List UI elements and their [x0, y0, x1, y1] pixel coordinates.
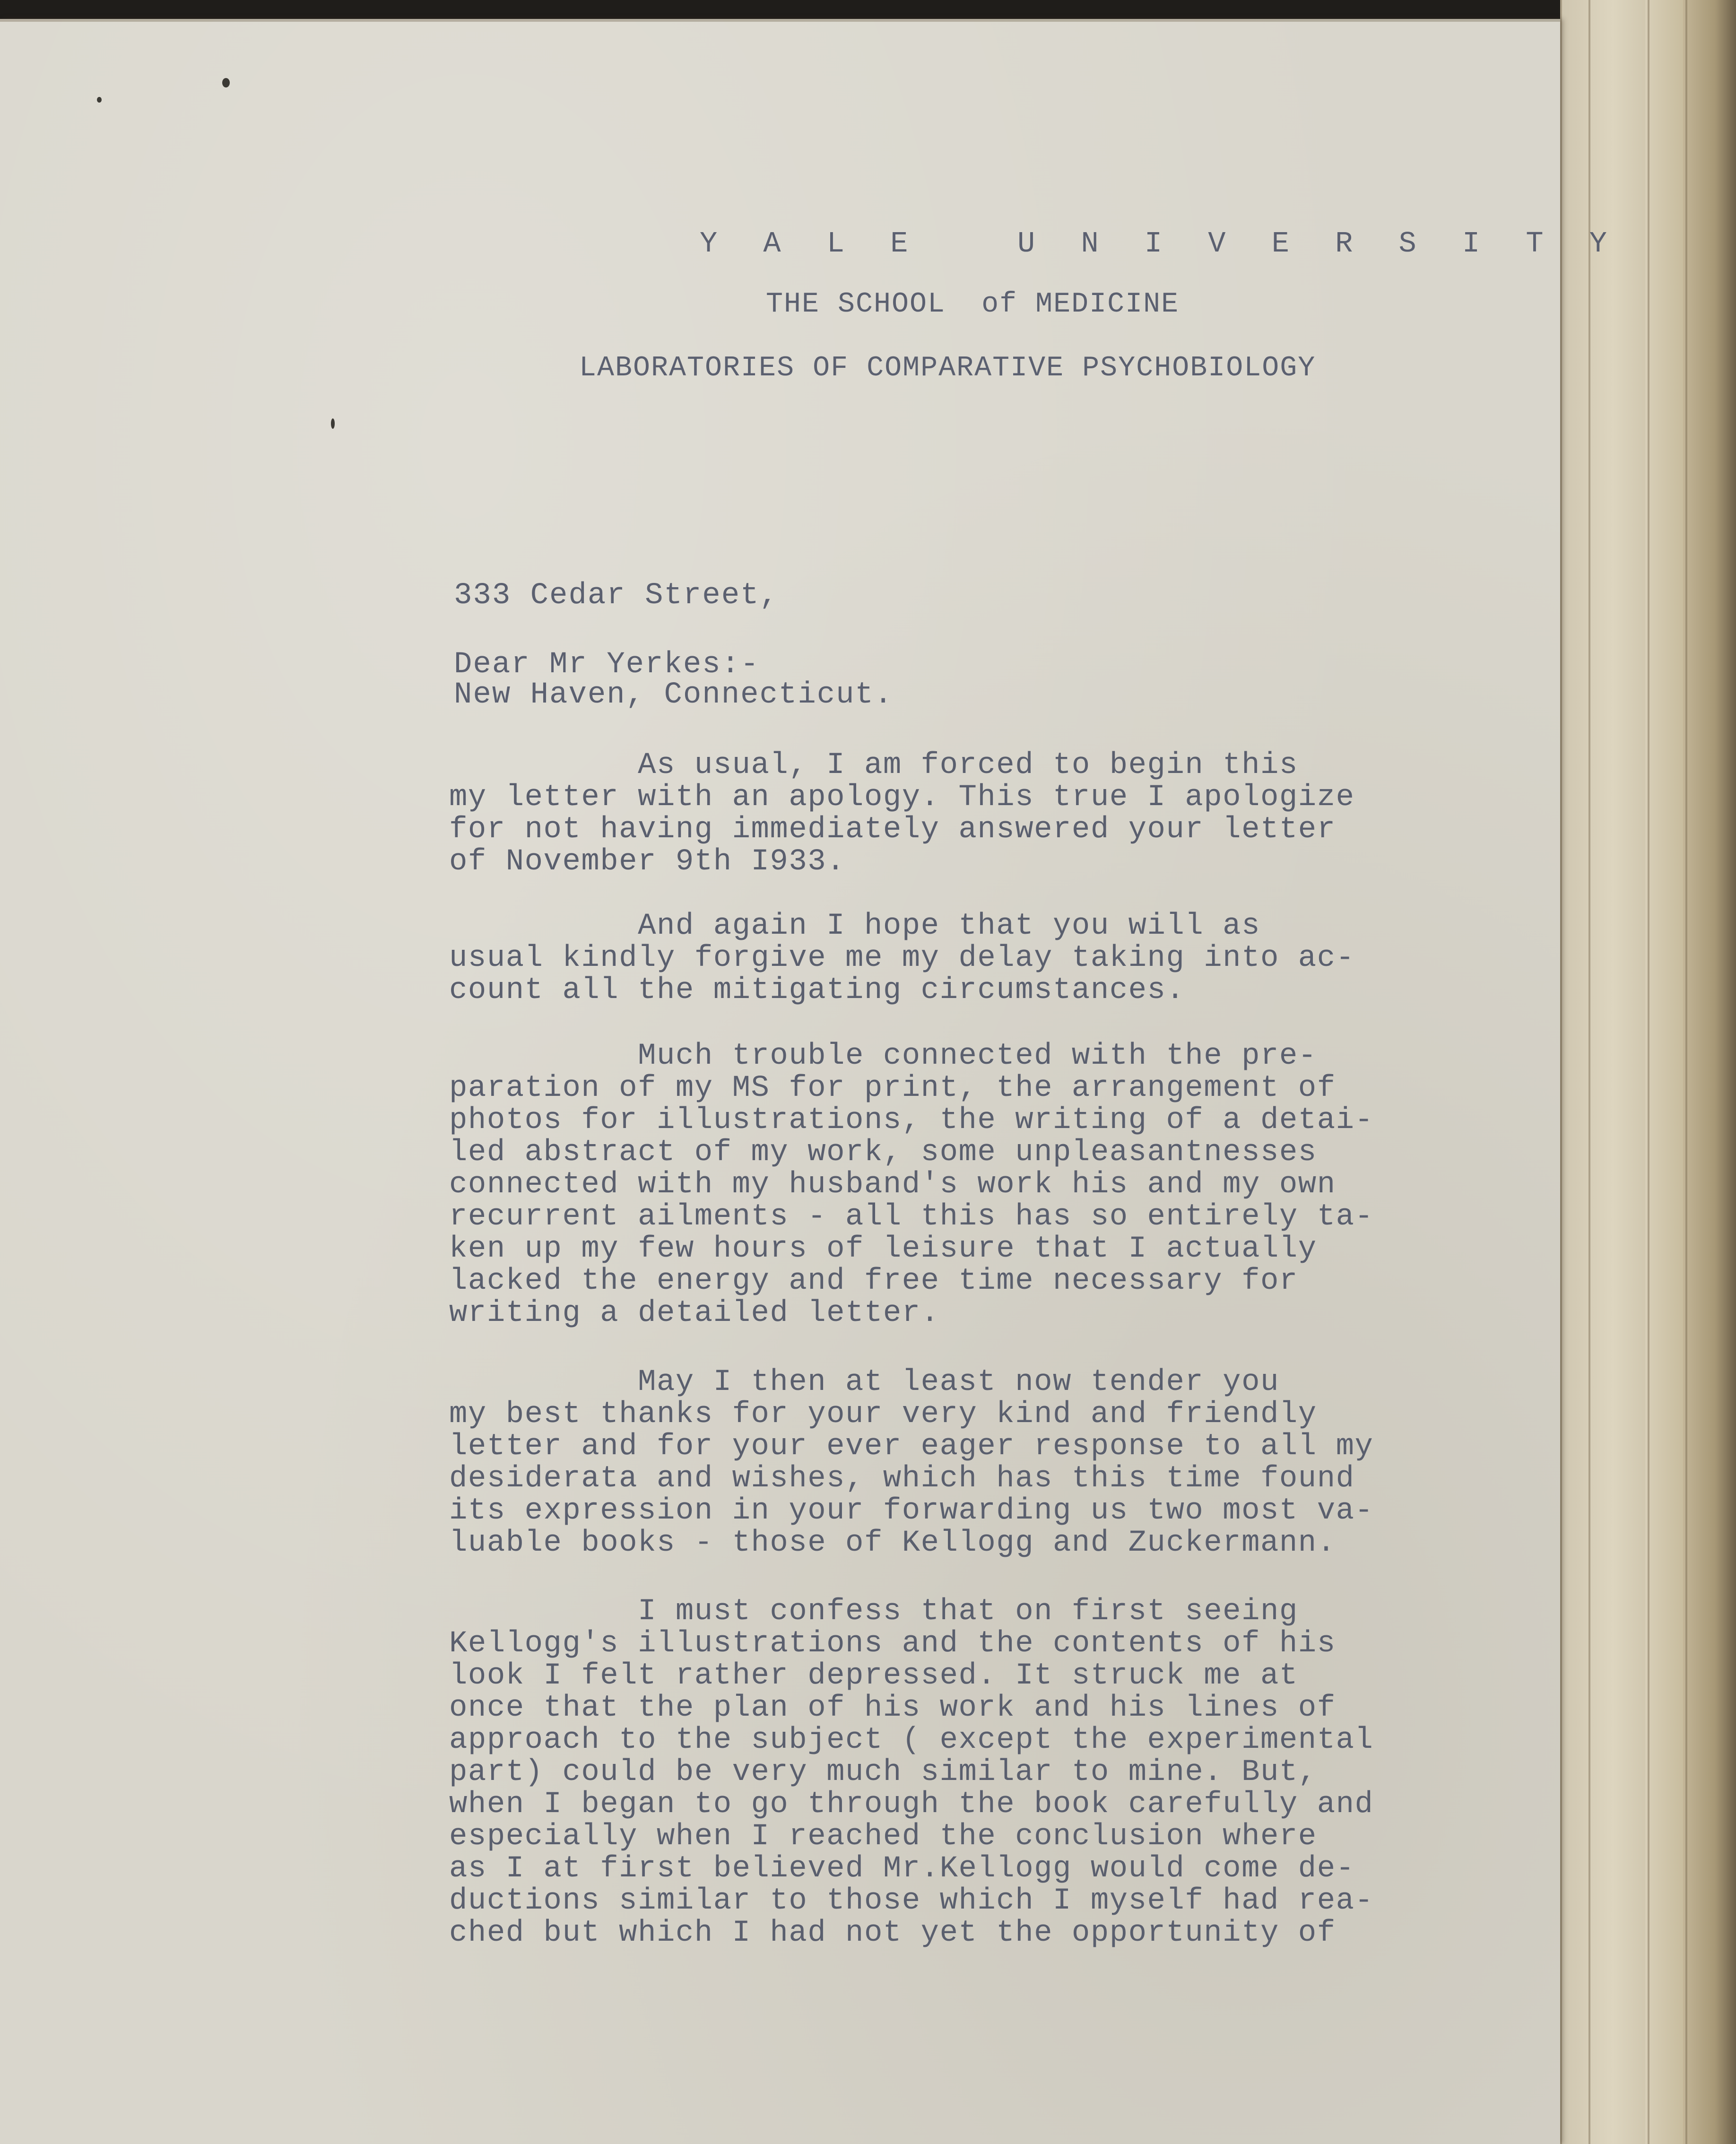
text-line: approach to the subject ( except the experimental — [449, 1723, 1374, 1757]
letterhead-school: THE SCHOOL of MEDICINE — [766, 288, 1180, 321]
text-line: luable books - those of Kellogg and Zuckermann. — [449, 1526, 1336, 1560]
letterhead-laboratories: LABORATORIES OF COMPARATIVE PSYCHOBIOLOGY — [579, 352, 1316, 384]
page-stack-edge — [1683, 0, 1736, 2144]
text-line: my letter with an apology. This true I apologize — [449, 781, 1355, 815]
text-line: Kellogg's illustrations and the contents of his — [449, 1627, 1336, 1661]
text-line: as I at first believed Mr.Kellogg would come de- — [449, 1852, 1355, 1886]
text-line: especially when I reached the conclusion where — [449, 1820, 1317, 1854]
text-line: As usual, I am forced to begin this — [449, 748, 1298, 782]
text-line: ken up my few hours of leisure that I actually — [449, 1232, 1317, 1266]
page-edge-line — [1560, 0, 1562, 2144]
text-line: its expression in your forwarding us two most va- — [449, 1494, 1374, 1528]
text-line: desiderata and wishes, which has this time found — [449, 1462, 1355, 1496]
text-line: ched but which I had not yet the opportunity of — [449, 1916, 1336, 1950]
text-line: usual kindly forgive me my delay taking into ac- — [449, 941, 1355, 975]
ink-speck — [331, 418, 335, 429]
body-paragraph-2 — [449, 910, 1499, 1007]
page-edge-line — [1648, 0, 1649, 2144]
text-line: writing a detailed letter. — [449, 1296, 940, 1330]
text-line: paration of my MS for print, the arrangement of — [449, 1071, 1336, 1105]
text-line: my best thanks for your very kind and friendly — [449, 1398, 1317, 1432]
text-line: ductions similar to those which I myself had rea- — [449, 1884, 1374, 1918]
address-line-street: 333 Cedar Street, — [454, 579, 779, 613]
text-line: once that the plan of his work and his lines of — [449, 1691, 1336, 1725]
sheet-top-rule — [0, 19, 1560, 22]
text-line: for not having immediately answered your letter — [449, 813, 1336, 847]
body-paragraph-4 — [449, 1366, 1499, 1559]
text-line: letter and for your ever eager response to all my — [449, 1430, 1374, 1464]
text-line: recurrent ailments - all this has so entirely ta- — [449, 1200, 1374, 1234]
page-edge-line — [1588, 0, 1590, 2144]
address-line-city: New Haven, Connecticut. — [454, 678, 894, 712]
letterhead-university: Y A L E U N I V E R S I T Y — [700, 227, 1621, 260]
text-line: May I then at least now tender you — [449, 1365, 1279, 1399]
text-line: when I began to go through the book carefully and — [449, 1788, 1374, 1822]
page-edge-line — [1685, 0, 1687, 2144]
text-line: lacked the energy and free time necessary for — [449, 1264, 1298, 1298]
text-line: I must confess that on first seeing — [449, 1595, 1298, 1629]
salutation: Dear Mr Yerkes:- — [454, 648, 760, 682]
body-paragraph-3 — [449, 1040, 1499, 1329]
ink-speck — [97, 97, 102, 103]
text-line: part) could be very much similar to mine. But, — [449, 1755, 1317, 1789]
text-line: And again I hope that you will as — [449, 909, 1260, 943]
text-line: connected with my husband's work his and my own — [449, 1168, 1336, 1202]
text-line: Much trouble connected with the pre- — [449, 1039, 1317, 1073]
text-line: count all the mitigating circumstances. — [449, 973, 1185, 1007]
address-block — [454, 513, 893, 778]
body-paragraph-5 — [449, 1596, 1499, 1949]
text-line: photos for illustrations, the writing of a detai- — [449, 1103, 1374, 1137]
text-line: led abstract of my work, some unpleasantnesses — [449, 1136, 1317, 1170]
text-line: of November 9th I933. — [449, 845, 846, 879]
body-paragraph-1 — [449, 749, 1499, 878]
ink-speck — [222, 78, 230, 87]
text-line: look I felt rather depressed. It struck me at — [449, 1659, 1298, 1693]
